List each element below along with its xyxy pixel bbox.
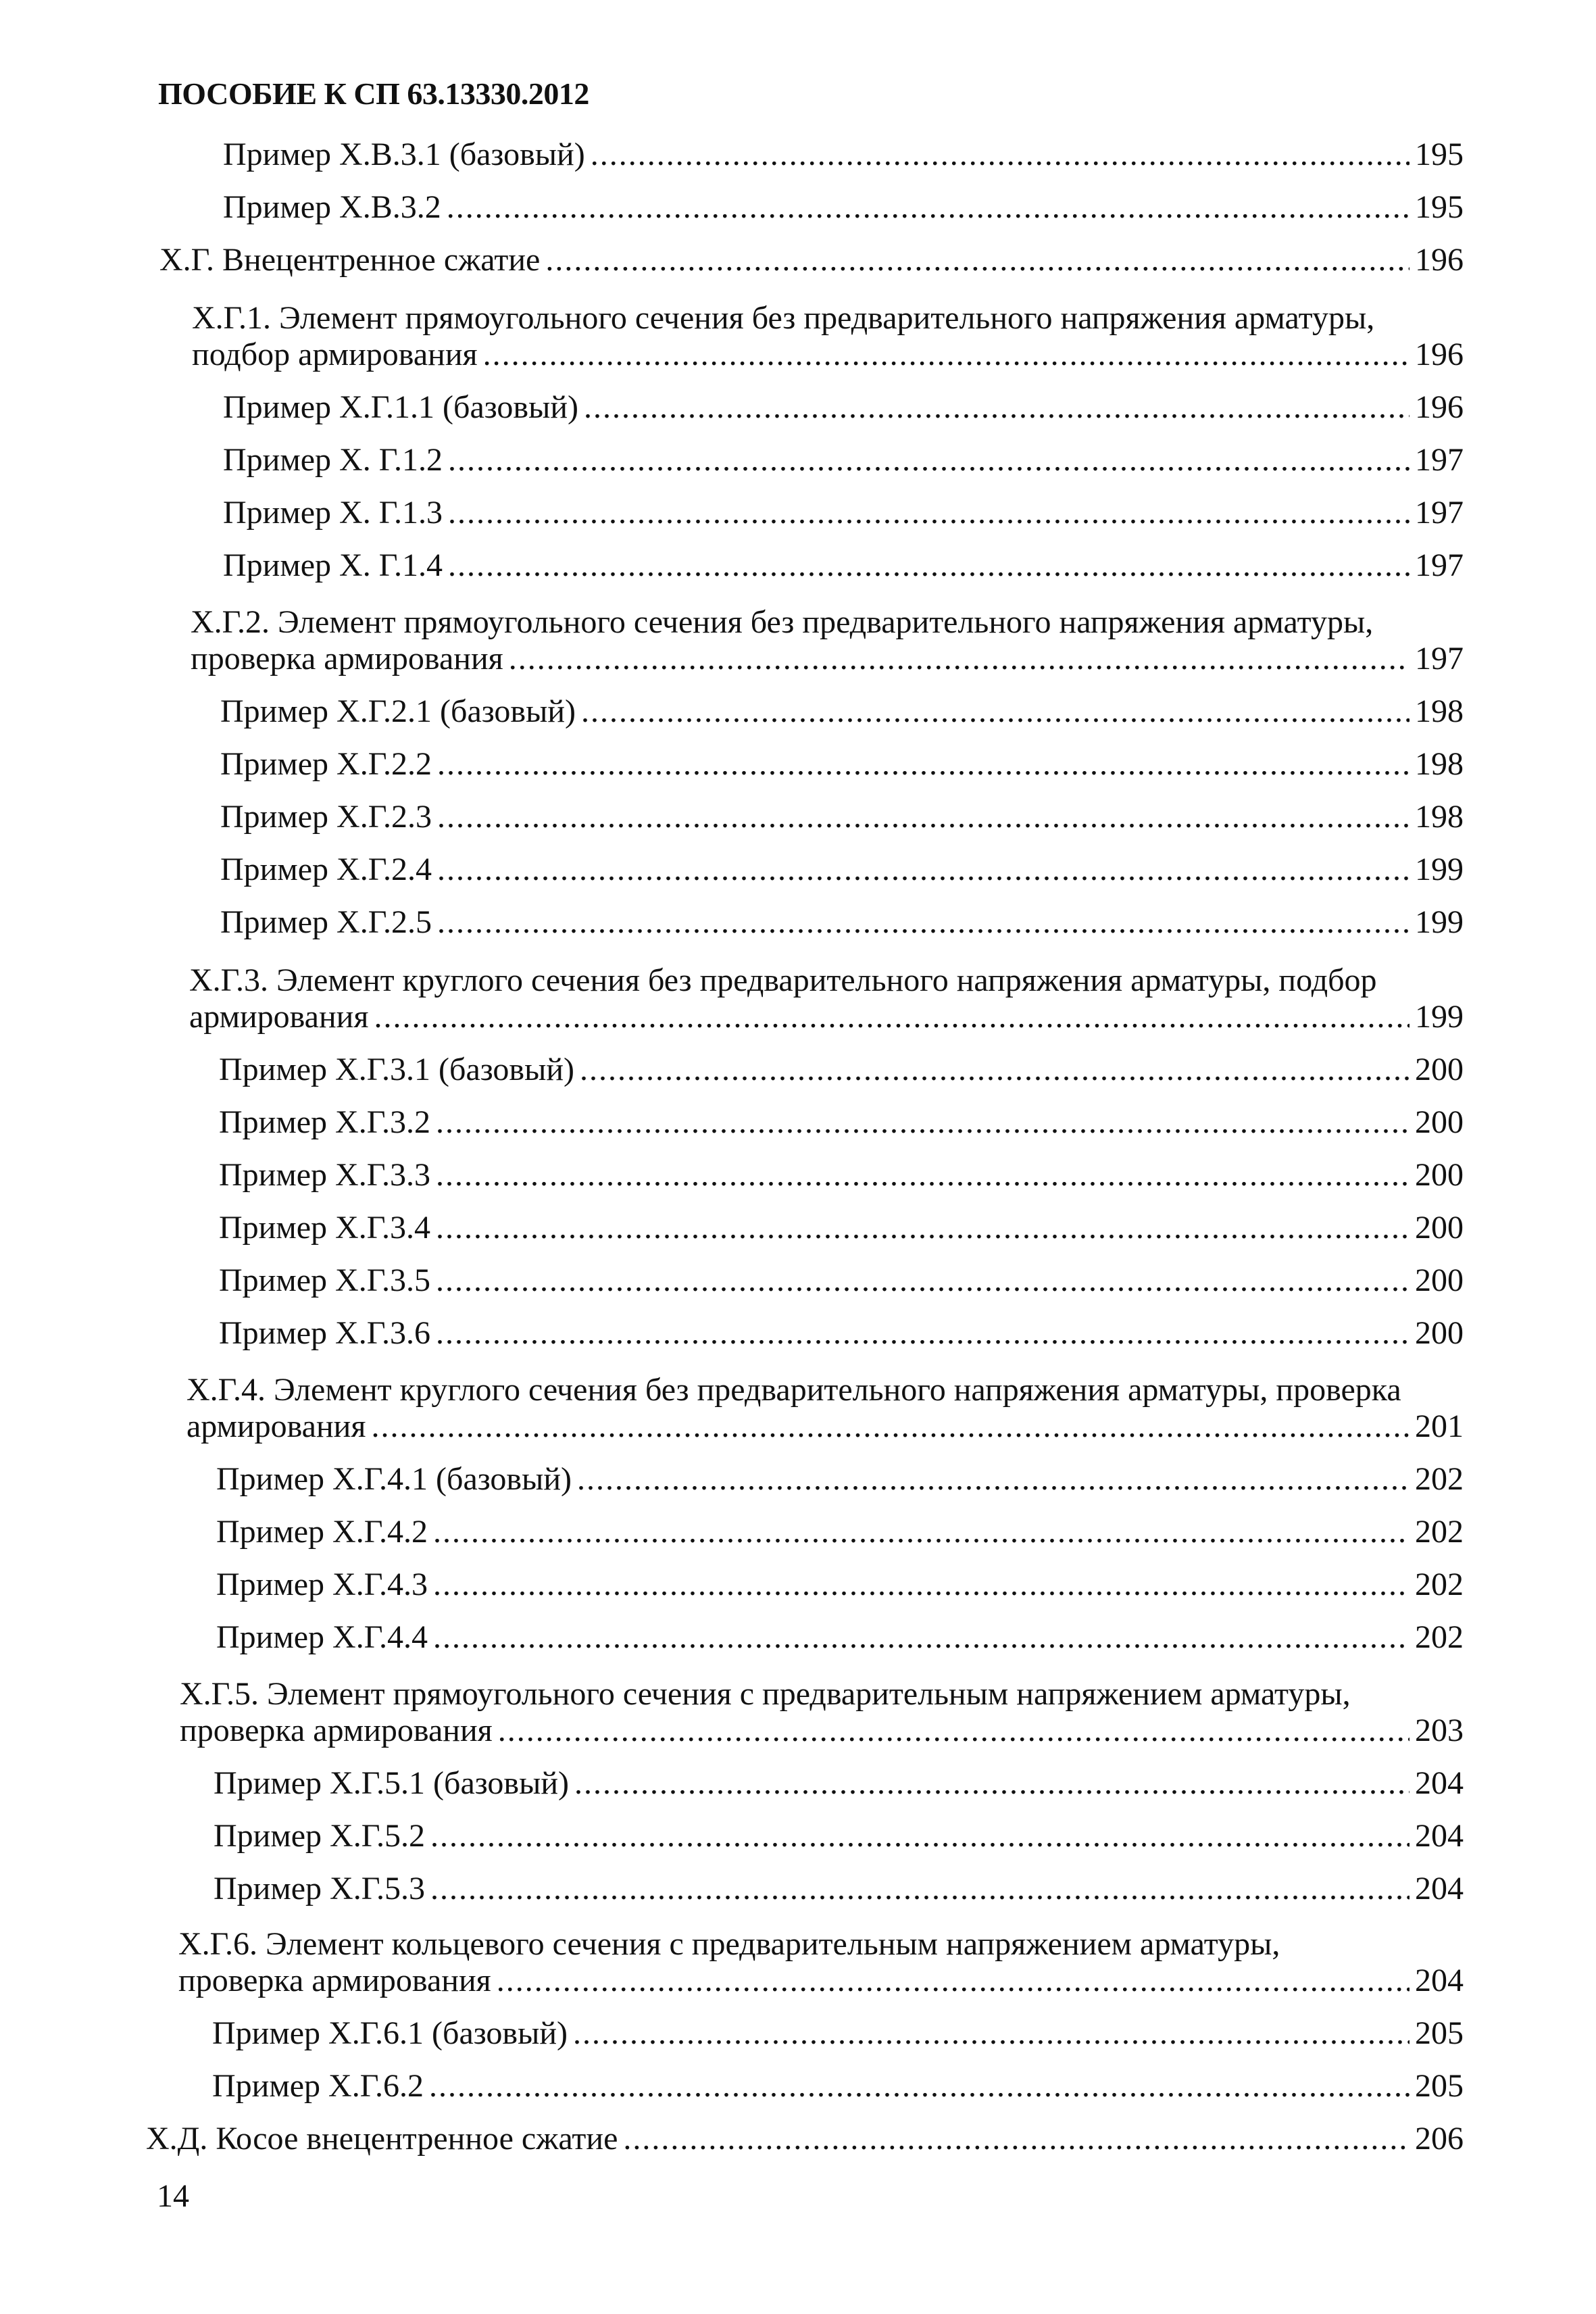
- toc-entry[interactable]: [219, 1048, 1464, 1092]
- toc-entry[interactable]: [219, 1311, 1464, 1356]
- toc-entry-label: Пример Х.Г.5.3: [214, 1871, 426, 1906]
- toc-entry-label: Пример Х.В.3.1 (базовый): [223, 137, 585, 172]
- toc-entry-label: Пример Х. Г.1.3: [223, 495, 443, 531]
- toc-entry-label: Пример Х.Г.2.3: [220, 799, 432, 835]
- document-header: ПОСОБИЕ К СП 63.13330.2012: [158, 76, 589, 111]
- toc-entry-label: проверка армирования: [178, 1963, 491, 1998]
- toc-leader: [509, 637, 1410, 681]
- toc-leader: [436, 1100, 1410, 1145]
- toc-leader: [448, 543, 1410, 588]
- toc-entry[interactable]: [216, 1510, 1464, 1554]
- toc-leader: [433, 1510, 1410, 1554]
- toc-entry-page: 204: [1415, 1765, 1464, 1801]
- toc-entry[interactable]: [192, 333, 1464, 377]
- toc-entry-label: Пример Х.Г.3.1 (базовый): [219, 1052, 575, 1087]
- toc-entry[interactable]: [220, 795, 1464, 839]
- toc-entry-label: Пример Х.Г.4.3: [216, 1567, 428, 1602]
- toc-entry-label: проверка армирования: [180, 1713, 493, 1748]
- toc-entry-page: 204: [1415, 1818, 1464, 1854]
- toc-leader: [429, 2064, 1410, 2109]
- toc-entry[interactable]: [223, 385, 1464, 430]
- toc-entry[interactable]: [186, 1404, 1464, 1449]
- toc-entry-page: 196: [1415, 242, 1464, 278]
- toc-entry[interactable]: [220, 900, 1464, 945]
- toc-entry[interactable]: [220, 689, 1464, 734]
- toc-entry-page: 199: [1415, 999, 1464, 1035]
- toc-entry-page: 202: [1415, 1619, 1464, 1655]
- toc-entry-page: 200: [1415, 1315, 1464, 1351]
- toc-leader: [483, 333, 1410, 377]
- toc-entry-label: подбор армирования: [192, 337, 478, 372]
- toc-entry-page: 197: [1415, 641, 1464, 676]
- toc-leader: [581, 689, 1410, 734]
- toc-entry-label: армирования: [189, 999, 369, 1035]
- toc-leader: [497, 1959, 1410, 2003]
- toc-entry-label: Пример Х.Г.4.1 (базовый): [216, 1461, 572, 1497]
- toc-leader: [374, 995, 1410, 1039]
- toc-leader: [577, 1457, 1410, 1502]
- toc-entry-label: Пример Х.Г.3.2: [219, 1104, 431, 1140]
- toc-entry-first-line: Х.Г.5. Элемент прямоугольного сечения с предварительным напряжением арматуры,: [180, 1676, 1351, 1712]
- toc-leader: [437, 847, 1410, 892]
- toc-leader: [430, 1814, 1410, 1858]
- toc-entry-label: Пример Х. Г.1.2: [223, 442, 443, 478]
- toc-entry[interactable]: [159, 238, 1464, 282]
- toc-leader: [436, 1206, 1410, 1250]
- toc-entry-label: армирования: [186, 1408, 366, 1444]
- toc-entry-page: 200: [1415, 1262, 1464, 1298]
- toc-entry-page: 205: [1415, 2015, 1464, 2051]
- toc-leader: [498, 1708, 1410, 1753]
- toc-entry-first-line: Х.Г.2. Элемент прямоугольного сечения без предварительного напряжения арматуры,: [191, 604, 1374, 640]
- toc-entry-page: 197: [1415, 495, 1464, 531]
- toc-entry[interactable]: [223, 491, 1464, 535]
- toc-entry-label: Х.Г. Внецентренное сжатие: [159, 242, 541, 278]
- toc-entry-label: Пример Х.Г.6.2: [212, 2068, 424, 2104]
- toc-entry-label: Пример Х.В.3.2: [223, 189, 441, 225]
- toc-entry-label: проверка армирования: [191, 641, 503, 676]
- toc-entry[interactable]: [223, 438, 1464, 483]
- toc-entry-label: Пример Х.Г.6.1 (базовый): [212, 2015, 568, 2051]
- toc-leader: [574, 1761, 1410, 1806]
- toc-entry-label: Пример Х.Г.3.4: [219, 1210, 431, 1246]
- toc-entry[interactable]: [214, 1867, 1464, 1911]
- toc-entry[interactable]: [216, 1562, 1464, 1607]
- toc-entry[interactable]: [212, 2011, 1464, 2056]
- toc-leader: [437, 900, 1410, 945]
- toc-entry-first-line: Х.Г.1. Элемент прямоугольного сечения без предварительного напряжения арматуры,: [192, 300, 1375, 336]
- toc-entry-page: 203: [1415, 1713, 1464, 1748]
- toc-entry-page: 205: [1415, 2068, 1464, 2104]
- toc-entry[interactable]: [191, 637, 1464, 681]
- toc-entry-page: 195: [1415, 189, 1464, 225]
- toc-leader: [580, 1048, 1410, 1092]
- toc-entry-page: 200: [1415, 1157, 1464, 1193]
- toc-leader: [545, 238, 1410, 282]
- toc-entry[interactable]: [219, 1206, 1464, 1250]
- toc-entry-first-line: Х.Г.4. Элемент круглого сечения без предварительного напряжения арматуры, проверка: [186, 1372, 1401, 1408]
- toc-entry-page: 202: [1415, 1514, 1464, 1550]
- toc-entry[interactable]: [146, 2117, 1464, 2161]
- toc-entry[interactable]: [223, 132, 1464, 177]
- toc-entry-page: 196: [1415, 337, 1464, 372]
- toc-entry-page: 196: [1415, 389, 1464, 425]
- toc-leader: [448, 491, 1410, 535]
- toc-leader: [436, 1258, 1410, 1303]
- toc-entry-page: 198: [1415, 693, 1464, 729]
- toc-entry-page: 200: [1415, 1210, 1464, 1246]
- toc-entry-page: 195: [1415, 137, 1464, 172]
- toc-entry[interactable]: [178, 1959, 1464, 2003]
- toc-entry-page: 201: [1415, 1408, 1464, 1444]
- toc-entry[interactable]: [214, 1814, 1464, 1858]
- toc-entry-label: Пример Х.Г.4.2: [216, 1514, 428, 1550]
- toc-leader: [436, 1311, 1410, 1356]
- toc-entry[interactable]: [216, 1615, 1464, 1660]
- toc-entry-page: 198: [1415, 746, 1464, 782]
- toc-leader: [573, 2011, 1410, 2056]
- toc-entry-label: Пример Х.Г.2.4: [220, 852, 432, 887]
- toc-entry[interactable]: [219, 1258, 1464, 1303]
- toc-leader: [433, 1562, 1410, 1607]
- toc-entry-page: 206: [1415, 2121, 1464, 2157]
- toc-entry[interactable]: [223, 185, 1464, 230]
- toc-entry-page: 200: [1415, 1104, 1464, 1140]
- toc-entry-page: 197: [1415, 547, 1464, 583]
- toc-entry-page: 198: [1415, 799, 1464, 835]
- toc-leader: [584, 385, 1410, 430]
- toc-leader: [433, 1615, 1410, 1660]
- toc-entry-label: Пример Х.Г.3.6: [219, 1315, 431, 1351]
- toc-entry[interactable]: [220, 847, 1464, 892]
- toc-entry-page: 197: [1415, 442, 1464, 478]
- toc-entry[interactable]: [219, 1153, 1464, 1198]
- toc-entry-page: 199: [1415, 852, 1464, 887]
- toc-leader: [591, 132, 1410, 177]
- toc-entry[interactable]: [189, 995, 1464, 1039]
- toc-leader: [371, 1404, 1410, 1449]
- toc-entry-label: Пример Х. Г.1.4: [223, 547, 443, 583]
- toc-entry-label: Пример Х.Г.3.5: [219, 1262, 431, 1298]
- toc-entry-label: Х.Д. Косое внецентренное сжатие: [146, 2121, 618, 2157]
- toc-leader: [436, 1153, 1410, 1198]
- toc-entry-label: Пример Х.Г.2.5: [220, 904, 432, 940]
- toc-entry-page: 204: [1415, 1871, 1464, 1906]
- toc-entry-first-line: Х.Г.3. Элемент круглого сечения без предварительного напряжения арматуры, подбор: [189, 962, 1377, 998]
- toc-entry-page: 202: [1415, 1461, 1464, 1497]
- toc-leader: [623, 2117, 1410, 2161]
- toc-entry-page: 199: [1415, 904, 1464, 940]
- toc-entry-label: Пример Х.Г.5.1 (базовый): [214, 1765, 570, 1801]
- toc-leader: [437, 742, 1410, 787]
- toc-leader: [430, 1867, 1410, 1911]
- page-number: 14: [157, 2178, 189, 2214]
- toc-entry-page: 202: [1415, 1567, 1464, 1602]
- toc-entry[interactable]: [214, 1761, 1464, 1806]
- toc-entry[interactable]: [212, 2064, 1464, 2109]
- toc-entry-label: Пример Х.Г.2.2: [220, 746, 432, 782]
- toc-leader: [437, 795, 1410, 839]
- toc-entry-label: Пример Х.Г.1.1 (базовый): [223, 389, 579, 425]
- toc-entry[interactable]: [219, 1100, 1464, 1145]
- toc-entry-label: Пример Х.Г.2.1 (базовый): [220, 693, 576, 729]
- toc-entry-page: 204: [1415, 1963, 1464, 1998]
- toc-entry[interactable]: [220, 742, 1464, 787]
- toc-entry-label: Пример Х.Г.5.2: [214, 1818, 426, 1854]
- toc-entry[interactable]: [216, 1457, 1464, 1502]
- toc-entry-label: Пример Х.Г.4.4: [216, 1619, 428, 1655]
- toc-leader: [447, 185, 1410, 230]
- toc-entry-first-line: Х.Г.6. Элемент кольцевого сечения с предварительным напряжением арматуры,: [178, 1926, 1280, 1962]
- toc-entry[interactable]: [223, 543, 1464, 588]
- toc-entry[interactable]: [180, 1708, 1464, 1753]
- toc-leader: [448, 438, 1410, 483]
- toc-entry-page: 200: [1415, 1052, 1464, 1087]
- toc-entry-label: Пример Х.Г.3.3: [219, 1157, 431, 1193]
